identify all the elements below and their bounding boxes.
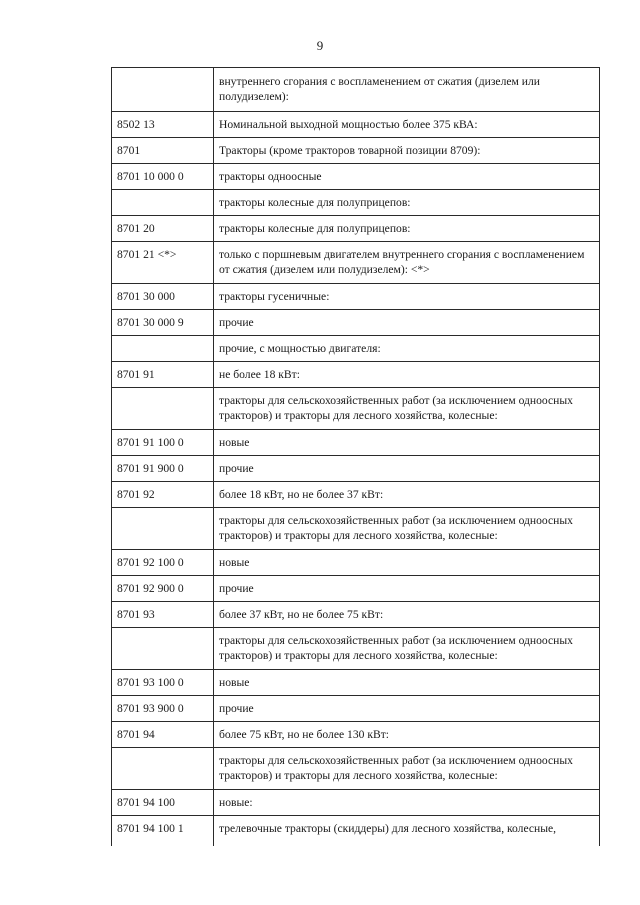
- code-cell: [112, 508, 214, 550]
- table-row: [112, 602, 600, 628]
- code-cell: [112, 388, 214, 430]
- table-row: [112, 362, 600, 388]
- description-cell: новые: [214, 430, 600, 456]
- tariff-code-table: [111, 67, 600, 846]
- code-cell: 8701 30 000 9: [112, 310, 214, 336]
- code-cell: 8701: [112, 138, 214, 164]
- description-cell: прочие: [214, 456, 600, 482]
- table-row: [112, 722, 600, 748]
- code-cell: [112, 336, 214, 362]
- code-cell: 8701 93: [112, 602, 214, 628]
- description-cell: Номинальной выходной мощностью более 375 кВА:: [214, 112, 600, 138]
- table-row: [112, 576, 600, 602]
- code-cell: 8701 93 900 0: [112, 696, 214, 722]
- code-cell: 8701 21 <*>: [112, 242, 214, 284]
- code-cell: 8701 30 000: [112, 284, 214, 310]
- description-cell: внутреннего сгорания с воспламенением от сжатия (дизелем или полудизелем):: [214, 68, 600, 112]
- code-cell: 8701 94 100: [112, 790, 214, 816]
- description-cell: более 75 кВт, но не более 130 кВт:: [214, 722, 600, 748]
- code-cell: 8701 92 900 0: [112, 576, 214, 602]
- description-cell: тракторы для сельскохозяйственных работ (за исключением одноосных тракторов) и тракторы для лесного хозяйства, колесные:: [214, 628, 600, 670]
- table-row: [112, 670, 600, 696]
- page-number: 9: [316, 38, 324, 53]
- table-row: [112, 816, 600, 846]
- description-cell: тракторы одноосные: [214, 164, 600, 190]
- table-row: [112, 164, 600, 190]
- table-row: [112, 456, 600, 482]
- description-cell: новые: [214, 670, 600, 696]
- table-row: [112, 190, 600, 216]
- table-row: [112, 68, 600, 112]
- code-cell: 8701 91 900 0: [112, 456, 214, 482]
- description-cell: тракторы гусеничные:: [214, 284, 600, 310]
- description-cell: прочие, с мощностью двигателя:: [214, 336, 600, 362]
- code-cell: 8701 94: [112, 722, 214, 748]
- description-cell: прочие: [214, 310, 600, 336]
- code-cell: 8502 13: [112, 112, 214, 138]
- table-row: [112, 430, 600, 456]
- description-cell: тракторы для сельскохозяйственных работ (за исключением одноосных тракторов) и тракторы для лесного хозяйства, колесные:: [214, 388, 600, 430]
- code-cell: 8701 92 100 0: [112, 550, 214, 576]
- code-cell: [112, 68, 214, 112]
- code-cell: 8701 93 100 0: [112, 670, 214, 696]
- table-row: [112, 336, 600, 362]
- table-row: [112, 748, 600, 790]
- code-cell: 8701 20: [112, 216, 214, 242]
- table-row: [112, 790, 600, 816]
- description-cell: прочие: [214, 576, 600, 602]
- table-row: [112, 628, 600, 670]
- code-cell: 8701 94 100 1: [112, 816, 214, 846]
- description-cell: Тракторы (кроме тракторов товарной позиции 8709):: [214, 138, 600, 164]
- code-cell: 8701 92: [112, 482, 214, 508]
- description-cell: более 37 кВт, но не более 75 кВт:: [214, 602, 600, 628]
- table-row: [112, 138, 600, 164]
- description-cell: более 18 кВт, но не более 37 кВт:: [214, 482, 600, 508]
- description-cell: тракторы колесные для полуприцепов:: [214, 190, 600, 216]
- description-cell: тракторы для сельскохозяйственных работ (за исключением одноосных тракторов) и тракторы для лесного хозяйства, колесные:: [214, 748, 600, 790]
- table-row: [112, 696, 600, 722]
- description-cell: трелевочные тракторы (скиддеры) для лесного хозяйства, колесные,: [214, 816, 600, 846]
- description-cell: не более 18 кВт:: [214, 362, 600, 388]
- code-cell: [112, 190, 214, 216]
- description-cell: тракторы колесные для полуприцепов:: [214, 216, 600, 242]
- description-cell: новые:: [214, 790, 600, 816]
- code-cell: [112, 628, 214, 670]
- table-row: [112, 550, 600, 576]
- code-cell: [112, 748, 214, 790]
- table-row: [112, 482, 600, 508]
- table-row: [112, 508, 600, 550]
- description-cell: новые: [214, 550, 600, 576]
- table-row: [112, 284, 600, 310]
- code-cell: 8701 91 100 0: [112, 430, 214, 456]
- table-row: [112, 388, 600, 430]
- table-row: [112, 242, 600, 284]
- code-cell: 8701 10 000 0: [112, 164, 214, 190]
- description-cell: прочие: [214, 696, 600, 722]
- table-row: [112, 310, 600, 336]
- description-cell: тракторы для сельскохозяйственных работ (за исключением одноосных тракторов) и тракторы для лесного хозяйства, колесные:: [214, 508, 600, 550]
- table-row: [112, 216, 600, 242]
- table-row: [112, 112, 600, 138]
- description-cell: только с поршневым двигателем внутреннего сгорания с воспламенением от сжатия (дизелем или полудизелем): <*>: [214, 242, 600, 284]
- code-cell: 8701 91: [112, 362, 214, 388]
